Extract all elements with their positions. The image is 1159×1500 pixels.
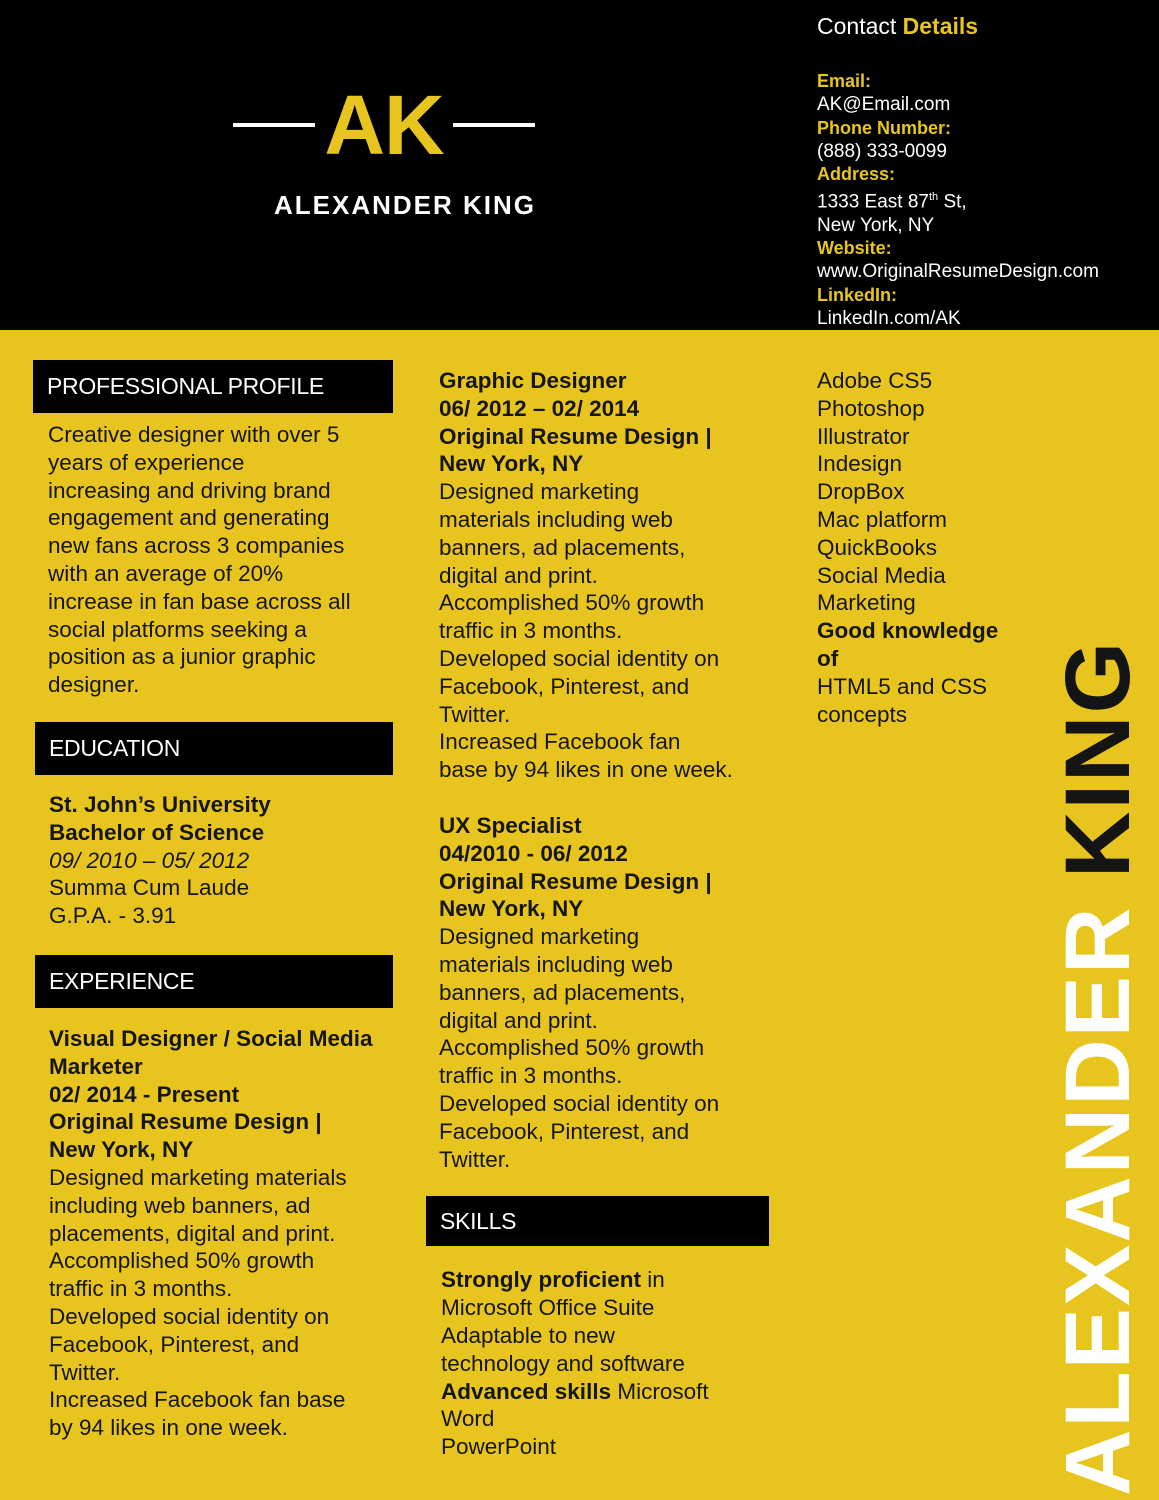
skill-line: Word [441, 1406, 495, 1432]
job-line: Facebook, Pinterest, and [49, 1331, 300, 1357]
job-line: materials including web [439, 951, 673, 977]
job-line: Twitter. [439, 701, 511, 727]
skill-line: PowerPoint [441, 1434, 557, 1460]
education-school: St. John’s University [49, 791, 271, 817]
profile-heading: PROFESSIONAL PROFILE [33, 360, 393, 413]
vertical-name-last: KING [1047, 639, 1149, 878]
education-dates: 09/ 2010 – 05/ 2012 [49, 847, 250, 873]
job-title: UX Specialist [439, 812, 582, 838]
header-name: ALEXANDER KING [274, 190, 537, 220]
education-gpa: G.P.A. - 3.91 [49, 903, 177, 929]
skill-emphasis: Good knowledge [817, 618, 999, 644]
job-dates: 04/2010 - 06/ 2012 [439, 840, 628, 866]
job-line: including web banners, ad [49, 1192, 311, 1218]
job-line: digital and print. [439, 562, 598, 588]
address-line-2: New York, NY [817, 214, 935, 236]
job-title: Marketer [49, 1053, 143, 1079]
profile-line: Creative designer with over 5 [48, 422, 340, 447]
contact-details [817, 10, 1157, 330]
job-location: New York, NY [49, 1137, 194, 1163]
job-line: Developed social identity on [49, 1303, 330, 1329]
contact-title-plain: Contact [817, 13, 897, 39]
profile-line: years of experience [48, 449, 245, 475]
profile-line: new fans across 3 companies [48, 533, 345, 559]
skills-heading: SKILLS [426, 1196, 769, 1246]
middle-column [426, 360, 786, 1461]
profile-line: engagement and generating [48, 505, 330, 531]
vertical-name-first: ALEXANDER [1047, 905, 1149, 1497]
job-line: Accomplished 50% growth [439, 1035, 705, 1061]
job-company: Original Resume Design | [439, 423, 712, 449]
skill-line [441, 1266, 786, 1294]
education-heading: EDUCATION [35, 722, 393, 775]
job-line: Designed marketing materials [49, 1164, 347, 1190]
website-link[interactable]: www.OriginalResumeDesign.com [817, 261, 1099, 283]
phone-value: (888) 333-0099 [817, 140, 947, 162]
job-line: by 94 likes in one week. [49, 1415, 288, 1441]
phone-label: Phone Number: [817, 117, 952, 138]
linkedin-label: LinkedIn: [817, 284, 897, 305]
email-label: Email: [817, 71, 872, 91]
job-location: New York, NY [439, 896, 584, 922]
skill-item: QuickBooks [817, 534, 938, 560]
skill-item: DropBox [817, 479, 905, 505]
email-value[interactable]: AK@Email.com [817, 94, 951, 115]
address-line-1-main: 1333 East 87 [817, 191, 929, 213]
contact-title-accent: Details [902, 13, 979, 39]
job-line: banners, ad placements, [439, 534, 686, 560]
skill-emphasis: of [817, 645, 839, 671]
monogram-rule-right [453, 123, 535, 127]
skill-item: Mac platform [817, 506, 948, 532]
job-company: Original Resume Design | [439, 868, 712, 894]
skill-line: Microsoft Office Suite [441, 1295, 655, 1321]
monogram: AK [324, 78, 444, 172]
address-line-1 [817, 186, 1157, 214]
skill-line [441, 1378, 786, 1406]
job-line: Increased Facebook fan base [49, 1387, 346, 1413]
linkedin-link[interactable]: LinkedIn.com/AK [817, 307, 961, 329]
profile-line: position as a junior graphic [48, 644, 316, 670]
job-line: traffic in 3 months. [439, 1063, 623, 1089]
job-line: digital and print. [439, 1007, 598, 1033]
skill-item: HTML5 and CSS [817, 673, 988, 699]
job-line: Twitter. [49, 1359, 121, 1385]
job-dates: 02/ 2014 - Present [49, 1081, 240, 1107]
job-line: Accomplished 50% growth [49, 1248, 315, 1274]
job-line: materials including web [439, 506, 673, 532]
skill-item: Illustrator [817, 423, 910, 449]
job-line: Facebook, Pinterest, and [439, 1118, 690, 1144]
job-line: Accomplished 50% growth [439, 590, 705, 616]
right-column [817, 360, 1047, 728]
job-line: Increased Facebook fan [439, 729, 681, 755]
job-dates: 06/ 2012 – 02/ 2014 [439, 395, 640, 421]
skill-item: Indesign [817, 451, 903, 477]
skill-text: in [641, 1267, 665, 1293]
vertical-name-text [1047, 639, 1149, 1497]
skill-item: concepts [817, 701, 908, 727]
job-entry [426, 784, 786, 1173]
profile-line: increase in fan base across all [48, 588, 351, 614]
skill-emphasis: Advanced skills [441, 1378, 612, 1404]
experience-heading: EXPERIENCE [35, 955, 393, 1008]
job-line: Developed social identity on [439, 645, 720, 671]
job-line: base by 94 likes in one week. [439, 757, 733, 783]
job-entry [33, 1008, 393, 1442]
job-title: Graphic Designer [439, 368, 627, 393]
monogram-rule-left [233, 123, 315, 127]
profile-line: social platforms seeking a [48, 616, 307, 642]
left-column [33, 360, 393, 1442]
profile-line: increasing and driving brand [48, 477, 331, 503]
job-entry [426, 360, 786, 784]
website-label: Website: [817, 238, 892, 259]
job-title: Visual Designer / Social Media [49, 1025, 373, 1051]
skill-emphasis: Strongly proficient [441, 1267, 642, 1293]
job-line: Twitter. [439, 1146, 511, 1172]
skills-block [426, 1246, 786, 1461]
skill-item: Social Media [817, 562, 946, 588]
skill-item: Adobe CS5 [817, 368, 933, 393]
monogram-logo [233, 78, 535, 172]
job-line: Developed social identity on [439, 1090, 720, 1116]
header-band [0, 0, 1159, 330]
job-line: banners, ad placements, [439, 979, 686, 1005]
address-label: Address: [817, 164, 896, 184]
contact-title [817, 10, 1157, 42]
skill-item: Marketing [817, 590, 916, 616]
job-location: New York, NY [439, 451, 584, 477]
profile-text [33, 413, 393, 699]
skill-text: Microsoft [611, 1378, 709, 1404]
software-skills [817, 360, 1047, 728]
profile-line: designer. [48, 672, 140, 698]
job-line: Designed marketing [439, 479, 640, 505]
job-company: Original Resume Design | [49, 1109, 322, 1135]
address-line-1-end: St, [938, 191, 967, 213]
education-degree: Bachelor of Science [49, 819, 265, 845]
education-honors: Summa Cum Laude [49, 875, 250, 901]
job-line: traffic in 3 months. [49, 1276, 233, 1302]
job-line: Designed marketing [439, 924, 640, 950]
job-line: placements, digital and print. [49, 1220, 336, 1246]
skill-line: Adaptable to new [441, 1322, 615, 1348]
address-ordinal: th [928, 191, 939, 203]
skill-item: Photoshop [817, 395, 925, 421]
job-line: Facebook, Pinterest, and [439, 673, 690, 699]
job-line: traffic in 3 months. [439, 618, 623, 644]
skill-line: technology and software [441, 1350, 685, 1376]
education-block [33, 775, 393, 930]
profile-line: with an average of 20% [48, 560, 284, 586]
